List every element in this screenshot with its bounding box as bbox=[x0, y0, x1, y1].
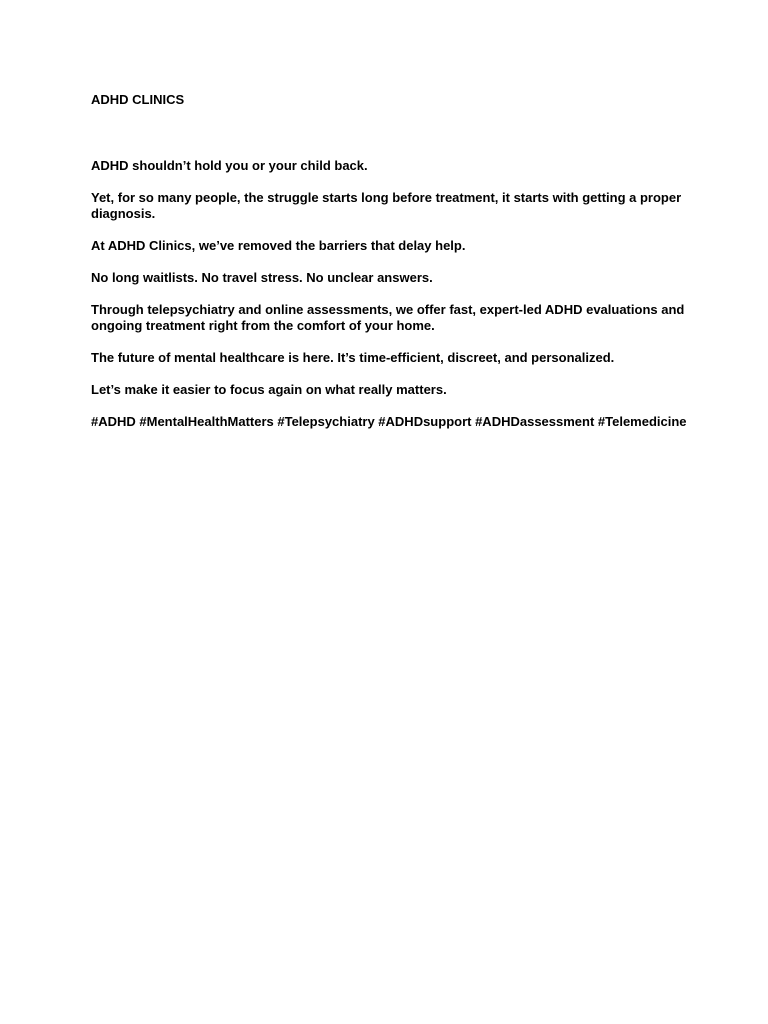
paragraph-no-waitlists: No long waitlists. No travel stress. No unclear answers. bbox=[91, 270, 433, 285]
paragraph-hashtags: #ADHD #MentalHealthMatters #Telepsychiatry #ADHDsupport #ADHDassessment #Telemedicine bbox=[91, 414, 687, 429]
paragraph-intro: ADHD shouldn’t hold you or your child back. bbox=[91, 158, 368, 173]
paragraph-barriers: At ADHD Clinics, we’ve removed the barriers that delay help. bbox=[91, 238, 466, 253]
paragraph-struggle: Yet, for so many people, the struggle starts long before treatment, it starts with getting a proper diagnosis. bbox=[91, 190, 682, 221]
paragraph-telepsychiatry: Through telepsychiatry and online assessments, we offer fast, expert-led ADHD evaluations and ongoing treatment right from the comfort of your home. bbox=[91, 302, 685, 333]
paragraph-future: The future of mental healthcare is here. It’s time-efficient, discreet, and personalized. bbox=[91, 350, 615, 365]
document-title: ADHD CLINICS bbox=[91, 92, 185, 107]
document-body bbox=[91, 92, 691, 430]
paragraph-focus: Let’s make it easier to focus again on what really matters. bbox=[91, 382, 447, 397]
